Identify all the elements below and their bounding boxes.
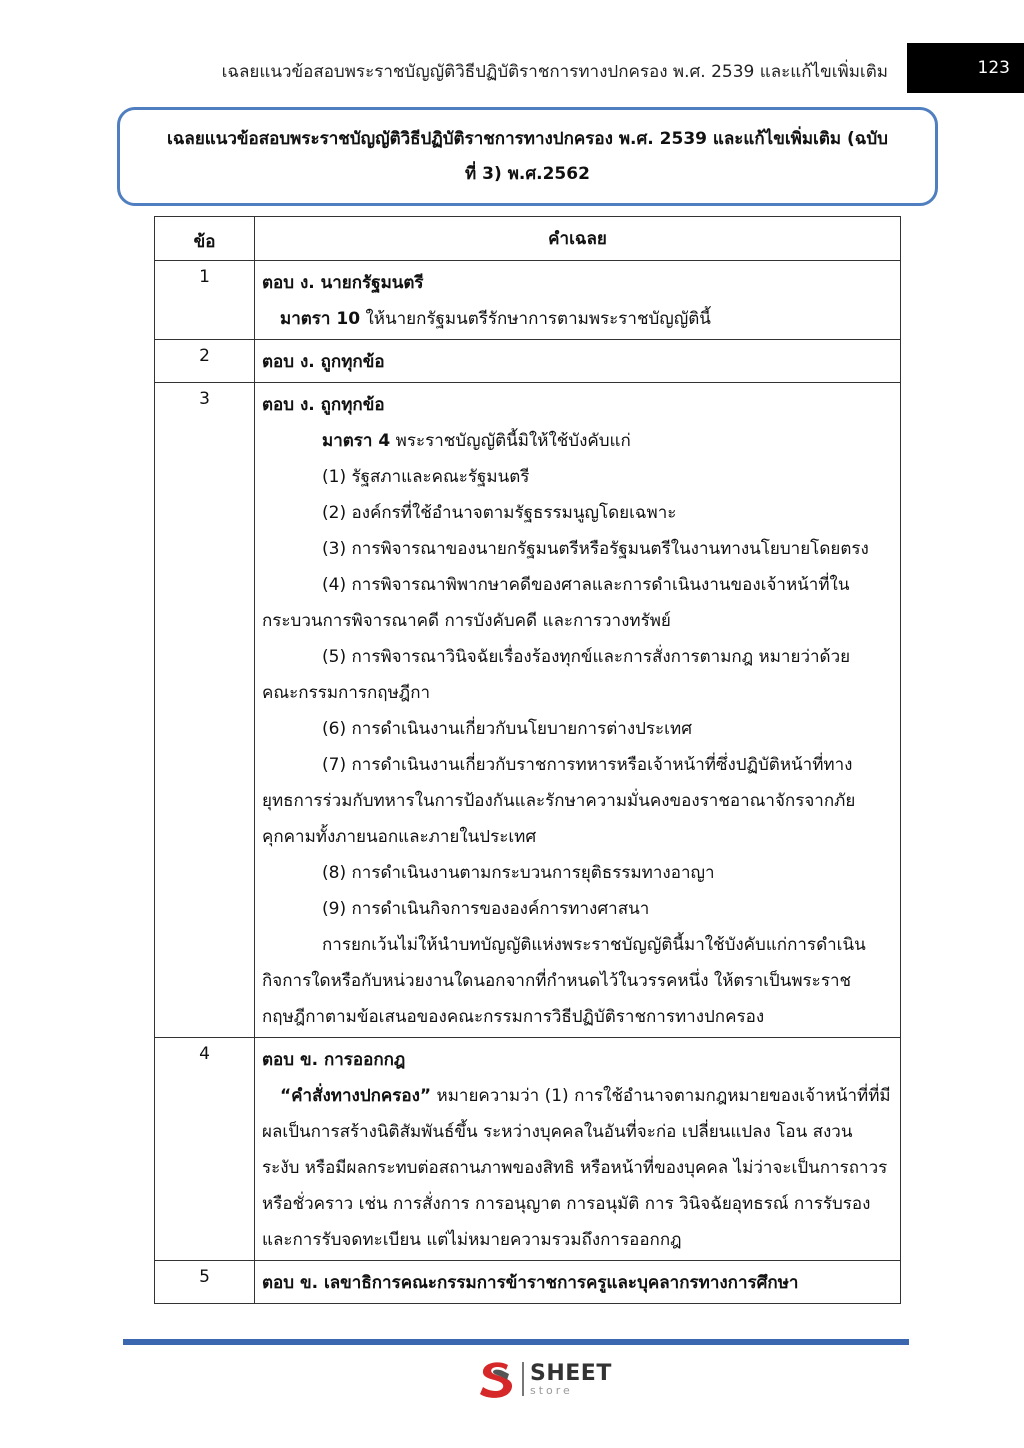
title-line-2: ที่ 3) พ.ศ.2562 [465, 163, 590, 184]
list-item-continued: คณะกรรมการกฤษฎีกา [262, 683, 431, 703]
logo-word: SHEET [530, 1360, 612, 1386]
row-number: 4 [155, 1038, 255, 1261]
row-number: 3 [155, 383, 255, 1038]
running-header: เฉลยแนวข้อสอบพระราชบัญญัติวิธีปฏิบัติราชการทางปกครอง พ.ศ. 2539 และแก้ไขเพิ่มเติม [221, 62, 888, 82]
logo-divider [522, 1362, 524, 1396]
list-item-continued: ยุทธการร่วมกับทหารในการป้องกันและรักษาความมั่นคงของราชอาณาจักรจากภัย [262, 791, 856, 811]
answer-cell [255, 261, 901, 340]
logo-sub: store [530, 1383, 573, 1397]
answer-table [154, 216, 901, 1304]
paragraph-line: กิจการใดหรือกับหน่วยงานใดนอกจากที่กำหนดไว้ในวรรคหนึ่ง ให้ตราเป็นพระราช [262, 971, 852, 991]
title-line-1: เฉลยแนวข้อสอบพระราชบัญญัติวิธีปฏิบัติราชการทางปกครอง พ.ศ. 2539 และแก้ไขเพิ่มเติม (ฉบับ [167, 128, 888, 149]
defined-term: “คำสั่งทางปกครอง” [280, 1086, 432, 1106]
answer-choice: ตอบ ง. ถูกทุกข้อ [262, 352, 385, 372]
footer-rule [123, 1339, 909, 1345]
list-item: (8) การดำเนินงานตามกระบวนการยุติธรรมทางอาญา [322, 863, 715, 883]
answer-cell [255, 1261, 901, 1304]
row-number: 5 [155, 1261, 255, 1304]
paragraph-line: ระงับ หรือมีผลกระทบต่อสถานภาพของสิทธิ หรือหน้าที่ของบุคคล ไม่ว่าจะเป็นการถาวร [262, 1158, 888, 1178]
table-row [155, 383, 901, 1038]
title-box [117, 107, 938, 206]
list-item: (6) การดำเนินงานเกี่ยวกับนโยบายการต่างประเทศ [322, 719, 692, 739]
row-number: 1 [155, 261, 255, 340]
list-item: (1) รัฐสภาและคณะรัฐมนตรี [322, 467, 530, 487]
column-header-answer: คำเฉลย [255, 217, 901, 261]
answer-choice: ตอบ ข. การออกกฎ [262, 1050, 406, 1070]
paragraph-line: กฤษฎีกาตามข้อเสนอของคณะกรรมการวิธีปฏิบัติราชการทางปกครอง [262, 1007, 765, 1027]
paragraph-line: หรือชั่วคราว เช่น การสั่งการ การอนุญาต การอนุมัติ การ วินิจฉัยอุทธรณ์ การรับรอง [262, 1194, 871, 1214]
list-item: (5) การพิจารณาวินิจฉัยเรื่องร้องทุกข์และการสั่งการตามกฎ หมายว่าด้วย [322, 647, 851, 667]
answer-choice: ตอบ ง. ถูกทุกข้อ [262, 395, 385, 415]
list-item: (2) องค์กรที่ใช้อำนาจตามรัฐธรรมนูญโดยเฉพาะ [322, 503, 677, 523]
list-item-continued: กระบวนการพิจารณาคดี การบังคับคดี และการวางทรัพย์ [262, 611, 671, 631]
list-item: (4) การพิจารณาพิพากษาคดีของศาลและการดำเนินงานของเจ้าหน้าที่ใน [322, 575, 850, 595]
sheet-store-logo [476, 1358, 612, 1400]
column-header-no: ข้อ [155, 217, 255, 261]
answer-cell [255, 1038, 901, 1261]
definition-text: หมายความว่า (1) การใช้อำนาจตามกฎหมายของเจ้าหน้าที่ที่มี [431, 1086, 891, 1106]
section-text: ให้นายกรัฐมนตรีรักษาการตามพระราชบัญญัตินี้ [360, 309, 711, 329]
list-item: (7) การดำเนินงานเกี่ยวกับราชการทหารหรือเจ้าหน้าที่ซึ่งปฏิบัติหน้าที่ทาง [322, 755, 853, 775]
s-logo-icon [476, 1358, 518, 1400]
section-intro [262, 423, 892, 459]
answer-choice: ตอบ ข. เลขาธิการคณะกรรมการข้าราชการครูและบุคลากรทางการศึกษา [262, 1273, 799, 1293]
section-ref: มาตรา 10 [280, 309, 361, 329]
answer-choice: ตอบ ง. นายกรัฐมนตรี [262, 273, 424, 293]
list-item: (9) การดำเนินกิจการขององค์การทางศาสนา [322, 899, 650, 919]
table-row [155, 261, 901, 340]
page-number: 123 [907, 43, 1024, 93]
paragraph-line: ผลเป็นการสร้างนิติสัมพันธ์ขึ้น ระหว่างบุคคลในอันที่จะก่อ เปลี่ยนแปลง โอน สงวน [262, 1122, 853, 1142]
definition-line [262, 1078, 892, 1114]
list-item: (3) การพิจารณาของนายกรัฐมนตรีหรือรัฐมนตรีในงานทางนโยบายโดยตรง [322, 539, 869, 559]
table-row [155, 1261, 901, 1304]
paragraph-line: การยกเว้นไม่ให้นำบทบัญญัติแห่งพระราชบัญญัตินี้มาใช้บังคับแก่การดำเนิน [322, 935, 866, 955]
paragraph-line: และการรับจดทะเบียน แต่ไม่หมายความรวมถึงการออกกฎ [262, 1230, 682, 1250]
section-ref: มาตรา 4 [322, 431, 391, 451]
logo-wordmark [530, 1360, 612, 1397]
answer-detail [262, 301, 892, 337]
row-number: 2 [155, 340, 255, 383]
answer-cell [255, 383, 901, 1038]
table-row [155, 1038, 901, 1261]
section-text: พระราชบัญญัตินี้มิให้ใช้บังคับแก่ [390, 431, 631, 451]
answer-cell [255, 340, 901, 383]
table-header-row [155, 217, 901, 261]
table-row [155, 340, 901, 383]
list-item-continued: คุกคามทั้งภายนอกและภายในประเทศ [262, 827, 537, 847]
